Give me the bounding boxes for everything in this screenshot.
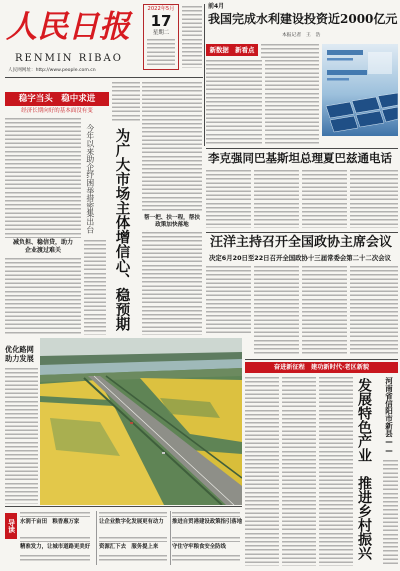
digest-label: 导读 [5,513,17,539]
xinxian-article-kicker: 河南省信阳市新县—— [384,377,394,455]
digest-kicker [20,512,90,517]
body-text-block [254,170,299,228]
section-divider [206,232,398,233]
digest-kicker [172,512,240,517]
digest-divider [96,511,97,565]
body-text-block [265,60,319,145]
masthead-logo: 人民日报 [6,9,130,45]
body-text-block [302,170,347,228]
body-text-block [350,170,398,228]
body-text-block [206,266,251,334]
body-text-block [245,377,279,566]
water-article-kicker: 前4月 [208,3,225,10]
body-text-block [282,377,316,566]
section-divider [245,359,398,360]
masthead-divider [5,77,203,78]
xinxian-article-headline: 发展特色产业 推进乡村振兴 [356,378,372,560]
digest-item-title: 水润千亩田 粮香惠万家 [20,519,80,525]
column-divider [204,4,205,146]
digest-item-title: 推进自贸港建设政策指引落地 [172,519,243,525]
section-divider [5,506,242,507]
body-text-block [350,266,398,356]
body-text-block [254,266,299,356]
body-text-block [142,232,202,335]
body-text-block [319,377,353,566]
masthead-info-text [147,39,175,67]
body-text-block [84,240,106,335]
wang-article-headline: 汪洋主持召开全国政协主席会议 [210,235,393,250]
date-year-month: 2022年5月 [147,6,175,12]
body-text-block [302,266,347,356]
infographic-image [322,44,398,136]
lead-subheadline: 今年以来助企纾困举措密集出台 [85,124,95,234]
digest-item-title: 让企业数字化发展更有动力 [99,519,164,525]
digest-kicker [99,537,167,542]
body-text-block [261,44,319,58]
masthead-pinyin: RENMIN RIBAO [15,53,123,64]
digest-page-ref [172,555,240,563]
website-line: 人民网网址：http://www.people.com.cn [8,68,96,73]
digest-item-title: 精准发力，让城市道路更美好 [20,544,91,550]
column-badge: 稳字当头 稳中求进 [5,92,109,106]
body-text-block [5,118,81,238]
body-text-block [206,60,262,145]
section-subhead: 政策加快落地 [155,222,189,228]
column-subtitle: 经济长期向好的基本面没有变 [21,108,93,114]
digest-item-title: 资源汇下去 服务提上来 [99,544,159,550]
section-subhead: 减负担、稳信贷，助力 [12,239,73,246]
body-text-block [206,170,251,228]
digest-page-ref [20,555,90,563]
photo-caption-title: 优化路网 [5,345,34,354]
digest-divider [170,511,171,565]
section-subhead: 企业渡过难关 [24,247,61,254]
date-day: 17 [150,12,172,30]
date-weekday: 星期二 [152,30,170,36]
wang-article-subheadline: 决定6月20日至22日召开全国政协十三届常委会第二十二次会议 [209,254,391,262]
digest-page-ref [99,555,167,563]
water-article-byline: 本报记者 王 浩 [282,33,321,38]
road-aerial-photo [40,338,242,505]
digest-kicker [99,512,167,517]
lead-headline: 为广大市场主体增信心、稳预期 [113,128,131,331]
photo-caption-title: 助力发展 [5,354,34,363]
digest-kicker [172,537,240,542]
section-subhead: 帮一把、扶一程，帮扶 [144,215,200,221]
new-data-tag: 新数据 新看点 [206,44,258,56]
body-text-block [112,82,140,122]
water-article-headline: 我国完成水利建设投资近2000亿元 [208,12,398,26]
digest-item-title: 守住守牢粮食安全防线 [172,544,226,550]
body-text-block [142,82,202,212]
date-box [143,4,179,70]
section-divider [206,148,398,149]
body-text-block [5,258,81,335]
series-banner: 奋进新征程 建功新时代·老区新貌 [245,362,398,373]
li-article-headline: 李克强同巴基斯坦总理夏巴兹通电话 [208,151,392,165]
photo-caption-text [5,368,38,504]
digest-kicker [20,537,90,542]
publisher-info-text [182,6,202,68]
body-text-block [383,460,398,566]
